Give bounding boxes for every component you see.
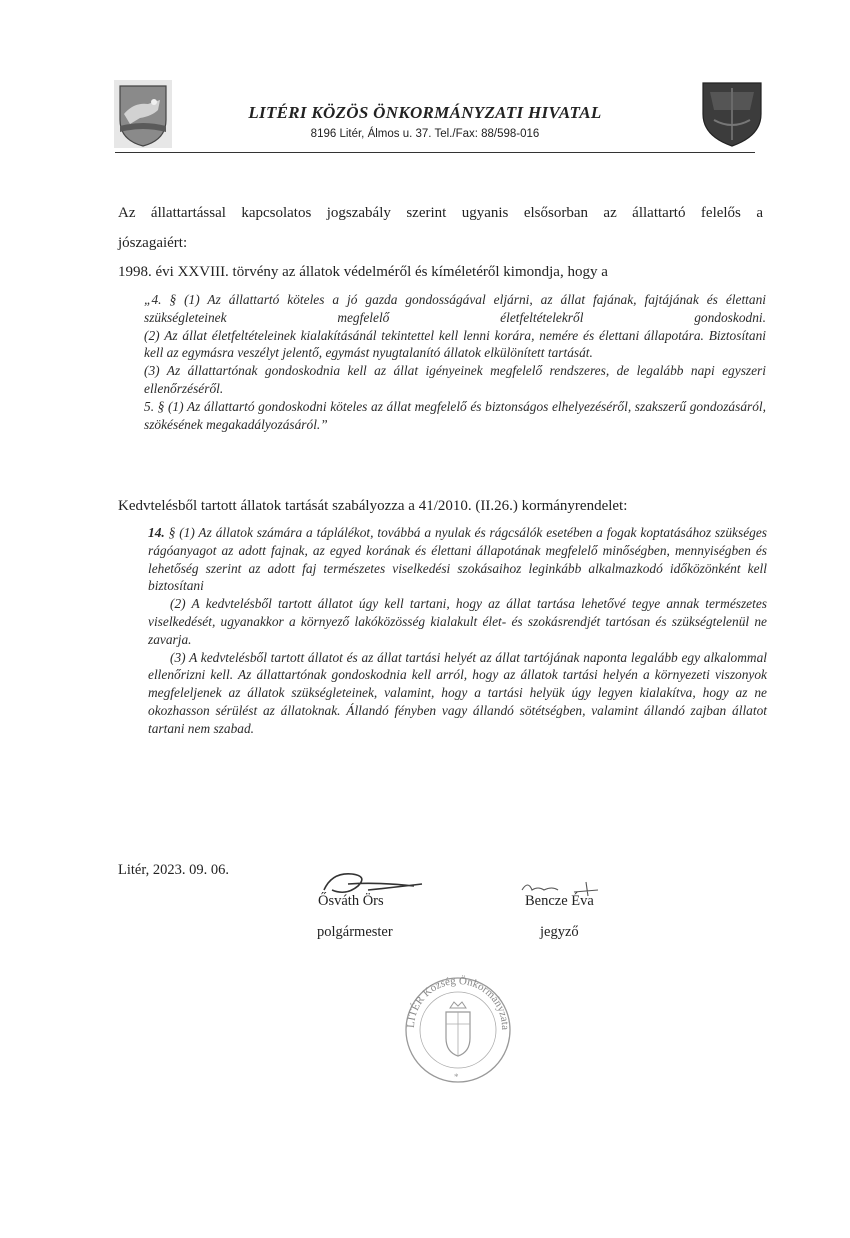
signer-1-name: Ősváth Örs [318, 893, 384, 909]
law1-para-2: (2) Az állat életfeltételeinek kialakításánál tekintettel kell lenni korára, nemére és élettani állapotára. Biztosítani kell az egymásra veszélyt jelentő, egymást nyugtalanító állatok elkülönített tartását. [144, 327, 766, 361]
office-address: 8196 Litér, Álmos u. 37. Tel./Fax: 88/598-016 [310, 128, 540, 140]
header-divider [115, 152, 755, 153]
intro-line-1: Az állattartással kapcsolatos jogszabály szerint ugyanis elsősorban az állattartó felelős a [118, 205, 763, 221]
law1-para-1: „4. § (1) Az állattartó köteles a jó gazda gondosságával eljárni, az állat fajának, fajtájának és élettani szükségleteinek megfelelő életfeltételekről gondoskodni. [144, 292, 766, 325]
law2-para-2: (2) A kedvtelésből tartott állatot úgy kell tartani, hogy az állat tartása lehetővé tegye annak természetes viselkedését, ugyanakkor a környező lakóközösség kialakult élet- és szokásrendjét tartósan és szükségtelenül ne zavarja. [148, 596, 767, 647]
office-name: LITÉRI KÖZÖS ÖNKORMÁNYZATI HIVATAL [248, 103, 602, 122]
law2-para-1 [148, 524, 767, 595]
law2-quote [148, 524, 767, 738]
place-date: Litér, 2023. 09. 06. [118, 862, 229, 878]
official-stamp [392, 968, 524, 1086]
law1-para-4: 5. § (1) Az állattartó gondoskodni köteles az állat megfelelő és biztonságos elhelyezéséről, szakszerű gondozásáról, szökésének megakadályozásáról.” [144, 398, 766, 432]
intro-line-2: jószagaiért: [118, 235, 188, 251]
signer-2-name: Bencze Éva [525, 893, 594, 909]
stamp-text: LITÉR Község Önkormányzata [404, 974, 512, 1031]
law2-intro: Kedvtelésből tartott állatok tartását szabályozza a 41/2010. (II.26.) kormányrendelet: [118, 498, 628, 514]
signer-2-title: jegyző [540, 924, 579, 940]
svg-text:*: * [454, 1072, 459, 1082]
signer-1-title: polgármester [317, 924, 393, 940]
law2-section-number: 14. [148, 525, 165, 540]
law1-para-3: (3) Az állattartónak gondoskodnia kell az állat igényeinek megfelelő rendszeres, de legalább napi egyszeri ellenőrzéséről. [144, 363, 766, 396]
law2-para-1-text: § (1) Az állatok számára a táplálékot, továbbá a nyulak és rágcsálók esetében a fogak koptatásához szükséges rágóanyagot az adott fajnak, az egyed korának és élettani állapotának megfelelő minőségben, mennyiségben és lehetőség szerint az adott faj természetes viselkedési szokásaihoz leginkább alkalmazkodó időközönként kell biztosítani [148, 525, 767, 594]
law1-quote [144, 291, 766, 433]
law2-para-3: (3) A kedvtelésből tartott állatot és az állat tartási helyét az állat tartójának naponta legalább egy alkalommal ellenőrizni kell. Az állattartónak gondoskodnia kell arról, hogy az állatok tartási helyén a környezeti viszonyok megfeleljenek az állatok szükségleteinek, valamint, hogy a tartási helyük úgy legyen kialakítva, hogy az ne okozhasson sérülést az állatoknak. Állandó fényben vagy állandó sötétségben, valamint állandó zajban állatot tartani nem szabad. [148, 649, 767, 736]
law1-intro: 1998. évi XXVIII. törvény az állatok védelméről és kíméletéről kimondja, hogy a [118, 264, 608, 280]
